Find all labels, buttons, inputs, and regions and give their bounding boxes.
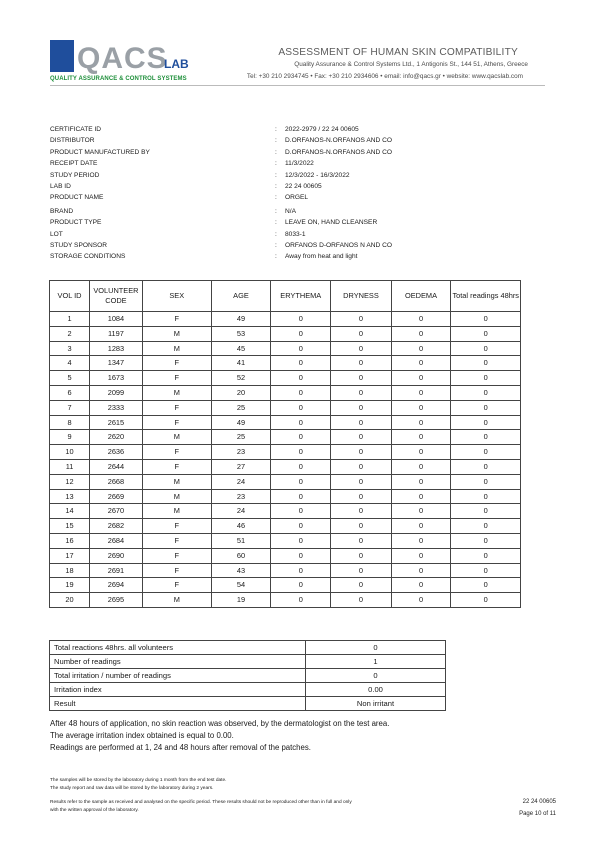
info-label: STUDY SPONSOR: [50, 241, 108, 249]
table-cell: 8: [50, 415, 90, 430]
table-cell: 0: [451, 519, 521, 534]
table-cell: 7: [50, 400, 90, 415]
table-cell: 0: [331, 504, 391, 519]
table-cell: 0: [391, 578, 451, 593]
table-cell: F: [142, 400, 211, 415]
table-cell: 2669: [90, 489, 143, 504]
table-row: [50, 459, 521, 474]
conclusion-line: After 48 hours of application, no skin reaction was observed, by the dermatologist on the test area.: [50, 719, 390, 728]
table-cell: 5: [50, 371, 90, 386]
table-row: [50, 533, 521, 548]
table-cell: 0: [271, 385, 331, 400]
column-header: SEX: [142, 281, 211, 312]
table-cell: 2636: [90, 445, 143, 460]
conclusion-text: [50, 718, 389, 755]
table-cell: 0: [271, 548, 331, 563]
table-cell: 0: [331, 356, 391, 371]
info-value: D.ORFANOS-N.ORFANOS AND CO: [285, 137, 392, 145]
table-cell: 15: [50, 519, 90, 534]
info-label: DISTRIBUTOR: [50, 137, 95, 145]
table-cell: F: [142, 445, 211, 460]
table-cell: 2694: [90, 578, 143, 593]
table-cell: 6: [50, 385, 90, 400]
table-cell: 0: [451, 504, 521, 519]
table-cell: 1197: [90, 326, 143, 341]
storage-note-line: The study report and raw data will be stored by the laboratory during 2 years.: [50, 785, 214, 791]
table-cell: 1347: [90, 356, 143, 371]
table-row: [50, 593, 521, 608]
table-cell: M: [142, 474, 211, 489]
table-row: [50, 548, 521, 563]
table-cell: 0: [331, 385, 391, 400]
info-colon: :: [275, 219, 277, 227]
info-colon: :: [275, 160, 277, 168]
table-cell: 49: [211, 312, 270, 327]
table-cell: 0: [391, 356, 451, 371]
table-cell: 0: [391, 400, 451, 415]
table-cell: 0: [451, 326, 521, 341]
info-row: [50, 240, 450, 251]
table-cell: F: [142, 415, 211, 430]
table-cell: 2682: [90, 519, 143, 534]
info-row: [50, 147, 450, 158]
table-cell: 0: [271, 445, 331, 460]
table-cell: 1283: [90, 341, 143, 356]
table-cell: 2668: [90, 474, 143, 489]
table-cell: 0: [271, 400, 331, 415]
table-cell: 2684: [90, 533, 143, 548]
document-title: ASSESSMENT OF HUMAN SKIN COMPATIBILITY: [278, 47, 518, 58]
table-cell: 1673: [90, 371, 143, 386]
table-cell: 24: [211, 504, 270, 519]
summary-row: [50, 683, 446, 697]
table-cell: 0: [391, 371, 451, 386]
table-cell: 0: [451, 459, 521, 474]
conclusion-line: The average irritation index obtained is equal to 0.00.: [50, 731, 234, 741]
table-cell: 0: [391, 489, 451, 504]
table-cell: 0: [451, 341, 521, 356]
table-cell: 0: [391, 459, 451, 474]
table-cell: 2644: [90, 459, 143, 474]
table-cell: 0: [271, 533, 331, 548]
table-cell: F: [142, 371, 211, 386]
company-address: Quality Assurance & Control Systems Ltd., 1 Antigonis St., 144 51, Athens, Greece: [294, 61, 528, 68]
table-cell: 41: [211, 356, 270, 371]
page-number: Page 10 of 11: [519, 811, 556, 817]
table-cell: 0: [331, 593, 391, 608]
readings-table: [49, 280, 521, 608]
table-row: [50, 563, 521, 578]
table-row: [50, 371, 521, 386]
table-cell: 1084: [90, 312, 143, 327]
table-cell: 2620: [90, 430, 143, 445]
column-header: Total readings 48hrs: [451, 281, 521, 312]
table-cell: 0: [331, 459, 391, 474]
table-row: [50, 341, 521, 356]
table-cell: 0: [451, 593, 521, 608]
table-cell: 0: [451, 563, 521, 578]
table-row: [50, 489, 521, 504]
info-row: [50, 170, 450, 181]
table-cell: 0: [271, 474, 331, 489]
table-cell: 0: [451, 430, 521, 445]
summary-value: Non irritant: [306, 697, 446, 711]
table-cell: M: [142, 341, 211, 356]
table-cell: 2691: [90, 563, 143, 578]
info-value: 22 24 00605: [285, 182, 322, 190]
table-cell: M: [142, 489, 211, 504]
info-row: [50, 192, 450, 203]
table-row: [50, 474, 521, 489]
info-label: STUDY PERIOD: [50, 171, 100, 179]
table-cell: 0: [451, 385, 521, 400]
table-cell: 2615: [90, 415, 143, 430]
table-cell: F: [142, 563, 211, 578]
table-cell: 2670: [90, 504, 143, 519]
table-cell: 25: [211, 400, 270, 415]
table-cell: 16: [50, 533, 90, 548]
table-cell: 0: [331, 445, 391, 460]
summary-value: 1: [306, 655, 446, 669]
table-cell: 2695: [90, 593, 143, 608]
summary-label: Total reactions 48hrs. all volunteers: [50, 641, 306, 655]
table-cell: 51: [211, 533, 270, 548]
table-cell: 0: [331, 489, 391, 504]
info-row: [50, 217, 450, 228]
table-cell: F: [142, 459, 211, 474]
info-row: [50, 251, 450, 262]
table-cell: 3: [50, 341, 90, 356]
table-cell: 0: [271, 326, 331, 341]
info-value: N/A: [285, 207, 296, 215]
info-value: 11/3/2022: [285, 160, 314, 168]
table-cell: 54: [211, 578, 270, 593]
table-cell: 19: [50, 578, 90, 593]
info-colon: :: [275, 171, 277, 179]
table-cell: 0: [391, 519, 451, 534]
table-cell: M: [142, 385, 211, 400]
table-cell: 0: [391, 312, 451, 327]
info-value: 8033-1: [285, 230, 306, 238]
company-contact: Tel: +30 210 2934745 • Fax: +30 210 2934606 • email: info@qacs.gr • website: www.qacslab.com: [246, 73, 523, 80]
table-cell: 0: [271, 371, 331, 386]
info-row: [50, 135, 450, 146]
table-cell: 0: [331, 533, 391, 548]
summary-label: Number of readings: [50, 655, 306, 669]
info-colon: :: [275, 194, 277, 202]
table-cell: 20: [50, 593, 90, 608]
info-colon: :: [275, 230, 277, 238]
column-header: ERYTHEMA: [271, 281, 331, 312]
table-cell: 0: [331, 563, 391, 578]
column-header: AGE: [211, 281, 270, 312]
table-row: [50, 385, 521, 400]
table-cell: 0: [331, 519, 391, 534]
table-cell: F: [142, 578, 211, 593]
table-cell: 19: [211, 593, 270, 608]
table-row: [50, 326, 521, 341]
info-colon: :: [275, 137, 277, 145]
info-value: Away from heat and light: [285, 253, 358, 261]
table-cell: F: [142, 533, 211, 548]
info-row: [50, 181, 450, 192]
table-cell: 25: [211, 430, 270, 445]
table-cell: 53: [211, 326, 270, 341]
report-code: 22 24 00605: [522, 799, 556, 805]
table-cell: 2690: [90, 548, 143, 563]
table-cell: 17: [50, 548, 90, 563]
table-cell: 0: [451, 474, 521, 489]
summary-row: [50, 641, 446, 655]
summary-value: 0: [306, 641, 446, 655]
table-cell: 0: [331, 312, 391, 327]
study-info-block: [50, 124, 450, 263]
disclaimer-line: Results refer to the sample as received and analysed on the specific period. These results should not be reproduced other than in full and only: [50, 800, 352, 805]
table-cell: 0: [271, 593, 331, 608]
table-header-row: [50, 281, 521, 312]
info-label: STORAGE CONDITIONS: [50, 253, 126, 261]
table-cell: 52: [211, 371, 270, 386]
info-value: 12/3/2022 - 16/3/2022: [285, 171, 350, 179]
table-cell: 1: [50, 312, 90, 327]
info-colon: :: [275, 241, 277, 249]
table-cell: 0: [331, 415, 391, 430]
logo-lab-text: LAB: [164, 57, 189, 71]
table-cell: 13: [50, 489, 90, 504]
info-value: LEAVE ON, HAND CLEANSER: [285, 219, 378, 227]
info-colon: :: [275, 253, 277, 261]
table-cell: F: [142, 548, 211, 563]
info-label: PRODUCT MANUFACTURED BY: [50, 148, 150, 156]
table-cell: 0: [451, 415, 521, 430]
table-cell: 0: [271, 578, 331, 593]
table-cell: 0: [451, 356, 521, 371]
table-cell: 46: [211, 519, 270, 534]
table-cell: 23: [211, 489, 270, 504]
info-label: RECEIPT DATE: [50, 160, 98, 168]
table-cell: 0: [451, 489, 521, 504]
table-row: [50, 415, 521, 430]
table-cell: 0: [271, 519, 331, 534]
table-row: [50, 312, 521, 327]
table-cell: 12: [50, 474, 90, 489]
table-cell: 43: [211, 563, 270, 578]
summary-row: [50, 669, 446, 683]
summary-row: [50, 697, 446, 711]
info-label: LAB ID: [50, 182, 71, 190]
table-cell: 0: [391, 548, 451, 563]
info-colon: :: [275, 126, 277, 133]
table-row: [50, 356, 521, 371]
table-cell: 0: [391, 430, 451, 445]
info-colon: :: [275, 148, 277, 156]
table-cell: 49: [211, 415, 270, 430]
table-row: [50, 400, 521, 415]
table-cell: 2: [50, 326, 90, 341]
table-cell: F: [142, 312, 211, 327]
table-cell: 45: [211, 341, 270, 356]
table-cell: 0: [391, 593, 451, 608]
info-value: D.ORFANOS-N.ORFANOS AND CO: [285, 148, 392, 156]
summary-table: [49, 640, 446, 711]
disclaimer: [50, 799, 352, 814]
summary-label: Result: [50, 697, 306, 711]
table-cell: 20: [211, 385, 270, 400]
table-cell: 24: [211, 474, 270, 489]
table-cell: 0: [451, 578, 521, 593]
table-row: [50, 504, 521, 519]
table-cell: 0: [391, 415, 451, 430]
info-label: CERTIFICATE ID: [50, 126, 102, 133]
summary-label: Irritation index: [50, 683, 306, 697]
table-cell: 0: [451, 371, 521, 386]
table-row: [50, 519, 521, 534]
info-row: [50, 158, 450, 169]
summary-label: Total irritation / number of readings: [50, 669, 306, 683]
table-row: [50, 445, 521, 460]
table-cell: 0: [451, 548, 521, 563]
table-cell: 0: [391, 445, 451, 460]
table-cell: 0: [331, 474, 391, 489]
table-cell: 0: [271, 356, 331, 371]
column-header: VOLUNTEER CODE: [90, 281, 143, 312]
qacs-logo: [50, 40, 190, 86]
table-cell: 0: [391, 385, 451, 400]
table-cell: 4: [50, 356, 90, 371]
info-colon: :: [275, 182, 277, 190]
logo-mark-icon: [50, 40, 74, 72]
table-cell: 0: [451, 312, 521, 327]
column-header: OEDEMA: [391, 281, 451, 312]
table-cell: 0: [331, 430, 391, 445]
column-header: VOL ID: [50, 281, 90, 312]
table-cell: 0: [451, 445, 521, 460]
summary-row: [50, 655, 446, 669]
summary-value: 0.00: [306, 683, 446, 697]
table-cell: 9: [50, 430, 90, 445]
table-cell: M: [142, 326, 211, 341]
table-cell: M: [142, 593, 211, 608]
info-value: ORFANOS D-ORFANOS N AND CO: [285, 241, 392, 249]
table-cell: 11: [50, 459, 90, 474]
table-cell: 0: [391, 341, 451, 356]
info-row: [50, 229, 450, 240]
info-label: LOT: [50, 230, 63, 238]
table-cell: 10: [50, 445, 90, 460]
storage-note-line: The samples will be stored by the laboratory during 1 month from the end test date.: [50, 778, 227, 783]
table-cell: 2333: [90, 400, 143, 415]
table-cell: 0: [271, 504, 331, 519]
column-header: DRYNESS: [331, 281, 391, 312]
table-cell: 0: [271, 430, 331, 445]
table-cell: F: [142, 519, 211, 534]
table-cell: 0: [451, 400, 521, 415]
table-cell: 0: [271, 563, 331, 578]
table-cell: 0: [331, 326, 391, 341]
table-cell: 2099: [90, 385, 143, 400]
info-row: [50, 124, 450, 135]
storage-note: [50, 777, 227, 792]
info-label: BRAND: [50, 207, 74, 215]
table-cell: 0: [391, 533, 451, 548]
table-cell: F: [142, 356, 211, 371]
table-cell: 0: [391, 326, 451, 341]
logo-tagline: QUALITY ASSURANCE & CONTROL SYSTEMS: [50, 76, 187, 82]
header-divider: [50, 85, 545, 86]
info-label: PRODUCT TYPE: [50, 219, 102, 227]
table-cell: 0: [271, 415, 331, 430]
table-cell: 0: [391, 563, 451, 578]
info-row: [50, 206, 450, 217]
table-cell: M: [142, 430, 211, 445]
logo-wordmark: QACS: [77, 42, 168, 75]
table-cell: 0: [271, 459, 331, 474]
table-cell: 0: [331, 341, 391, 356]
disclaimer-line: with the written approval of the laboratory.: [50, 807, 139, 813]
table-cell: M: [142, 504, 211, 519]
table-cell: 0: [331, 400, 391, 415]
table-cell: 0: [271, 312, 331, 327]
table-cell: 18: [50, 563, 90, 578]
table-cell: 0: [391, 504, 451, 519]
table-row: [50, 578, 521, 593]
conclusion-line: Readings are performed at 1, 24 and 48 hours after removal of the patches.: [50, 743, 311, 753]
table-cell: 0: [331, 548, 391, 563]
table-cell: 23: [211, 445, 270, 460]
table-cell: 0: [271, 489, 331, 504]
table-cell: 0: [331, 578, 391, 593]
table-row: [50, 430, 521, 445]
table-cell: 0: [451, 533, 521, 548]
table-cell: 27: [211, 459, 270, 474]
table-cell: 0: [391, 474, 451, 489]
summary-value: 0: [306, 669, 446, 683]
info-value: 2022-2979 / 22 24 00605: [285, 126, 359, 133]
info-value: ORGEL: [285, 194, 309, 202]
info-colon: :: [275, 207, 277, 215]
info-label: PRODUCT NAME: [50, 194, 104, 202]
table-cell: 60: [211, 548, 270, 563]
table-cell: 0: [331, 371, 391, 386]
table-cell: 14: [50, 504, 90, 519]
table-cell: 0: [271, 341, 331, 356]
